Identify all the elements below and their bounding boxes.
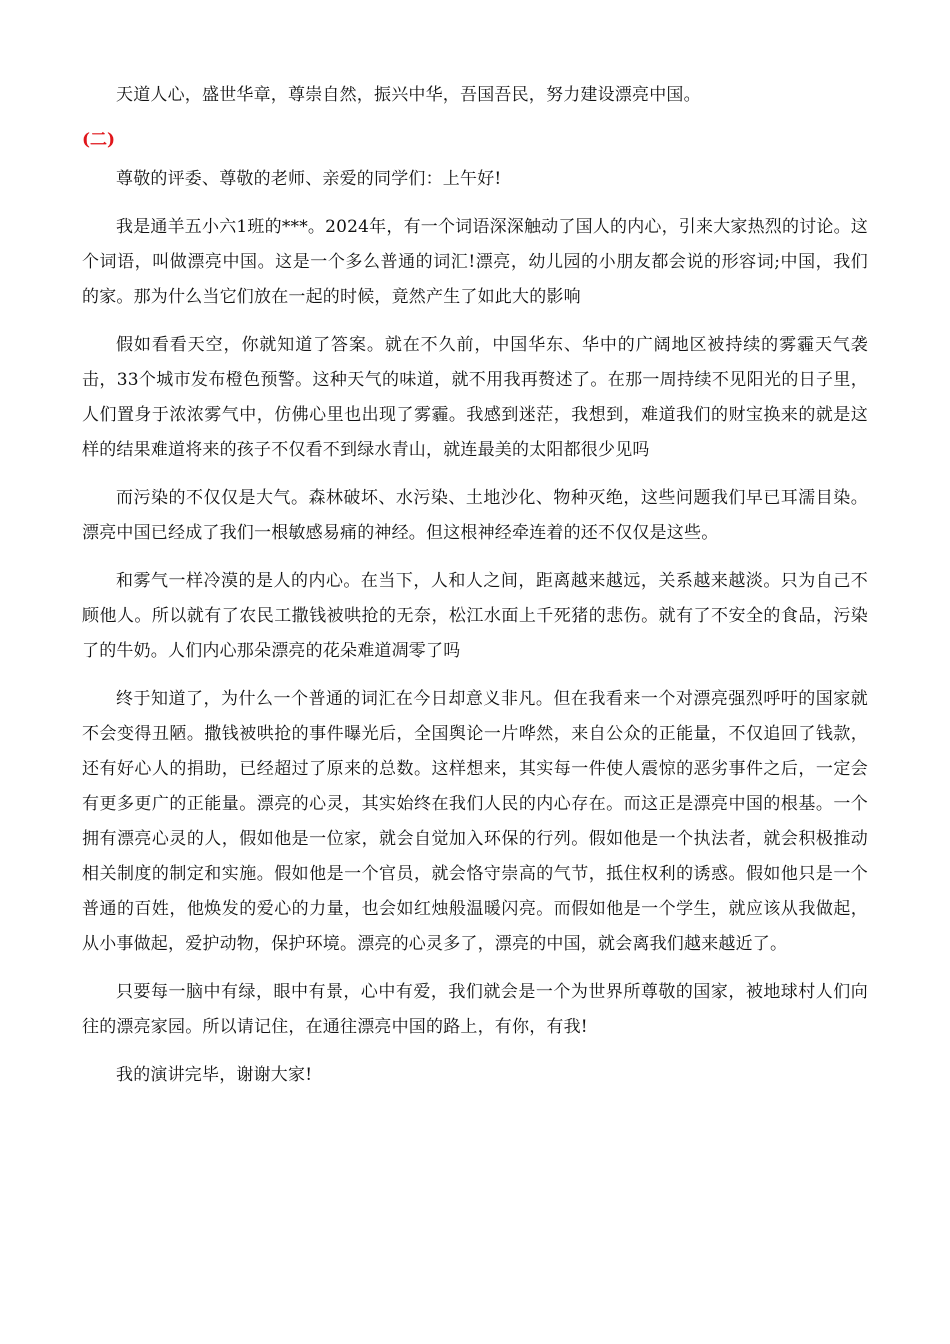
greeting-paragraph: 尊敬的评委、尊敬的老师、亲爱的同学们：上午好!	[116, 169, 502, 189]
document-page	[82, 78, 868, 1106]
opening-line: 天道人心，盛世华章，尊崇自然，振兴中华，吾国吾民，努力建设漂亮中国。	[116, 85, 701, 105]
closing-paragraph: 我的演讲完毕，谢谢大家!	[116, 1065, 313, 1085]
section-heading: (二)	[82, 130, 116, 150]
body-paragraph: 和雾气一样冷漠的是人的内心。在当下，人和人之间，距离越来越远，关系越来越淡。只为自己不顾他人。所以就有了农民工撒钱被哄抢的无奈，松江水面上千死猪的悲伤。就有了不安全的食品，污染了的牛奶。人们内心那朵漂亮的花朵难道凋零了吗	[82, 571, 868, 661]
body-paragraph: 而污染的不仅仅是大气。森林破坏、水污染、土地沙化、物种灭绝，这些问题我们早已耳濡目染。漂亮中国已经成了我们一根敏感易痛的神经。但这根神经牵连着的还不仅仅是这些。	[82, 488, 868, 543]
body-paragraph: 假如看看天空，你就知道了答案。就在不久前，中国华东、华中的广阔地区被持续的雾霾天气袭击，33个城市发布橙色预警。这种天气的味道，就不用我再赘述了。在那一周持续不见阳光的日子里，人们置身于浓浓雾气中，仿佛心里也出现了雾霾。我感到迷茫，我想到，难道我们的财宝换来的就是这样的结果难道将来的孩子不仅看不到绿水青山，就连最美的太阳都很少见吗	[82, 335, 868, 460]
body-paragraph: 我是通羊五小六1班的***。2024年，有一个词语深深触动了国人的内心，引来大家热烈的讨论。这个词语，叫做漂亮中国。这是一个多么普通的词汇!漂亮，幼儿园的小朋友都会说的形容词;中国，我们的家。那为什么当它们放在一起的时候，竟然产生了如此大的影响	[82, 217, 868, 307]
body-paragraph: 终于知道了，为什么一个普通的词汇在今日却意义非凡。但在我看来一个对漂亮强烈呼吁的国家就不会变得丑陋。撒钱被哄抢的事件曝光后，全国舆论一片哗然，来自公众的正能量，不仅追回了钱款，还有好心人的捐助，已经超过了原来的总数。这样想来，其实每一件使人震惊的恶劣事件之后，一定会有更多更广的正能量。漂亮的心灵，其实始终在我们人民的内心存在。而这正是漂亮中国的根基。一个拥有漂亮心灵的人，假如他是一位家，就会自觉加入环保的行列。假如他是一个执法者，就会积极推动相关制度的制定和实施。假如他是一个官员，就会恪守崇高的气节，抵住权利的诱惑。假如他只是一个普通的百姓，他焕发的爱心的力量，也会如红烛般温暖闪亮。而假如他是一个学生，就应该从我做起，从小事做起，爱护动物，保护环境。漂亮的心灵多了，漂亮的中国，就会离我们越来越近了。	[82, 689, 868, 954]
body-paragraph: 只要每一脑中有绿，眼中有景，心中有爱，我们就会是一个为世界所尊敬的国家，被地球村人们向往的漂亮家园。所以请记住，在通往漂亮中国的路上，有你，有我!	[82, 982, 868, 1037]
